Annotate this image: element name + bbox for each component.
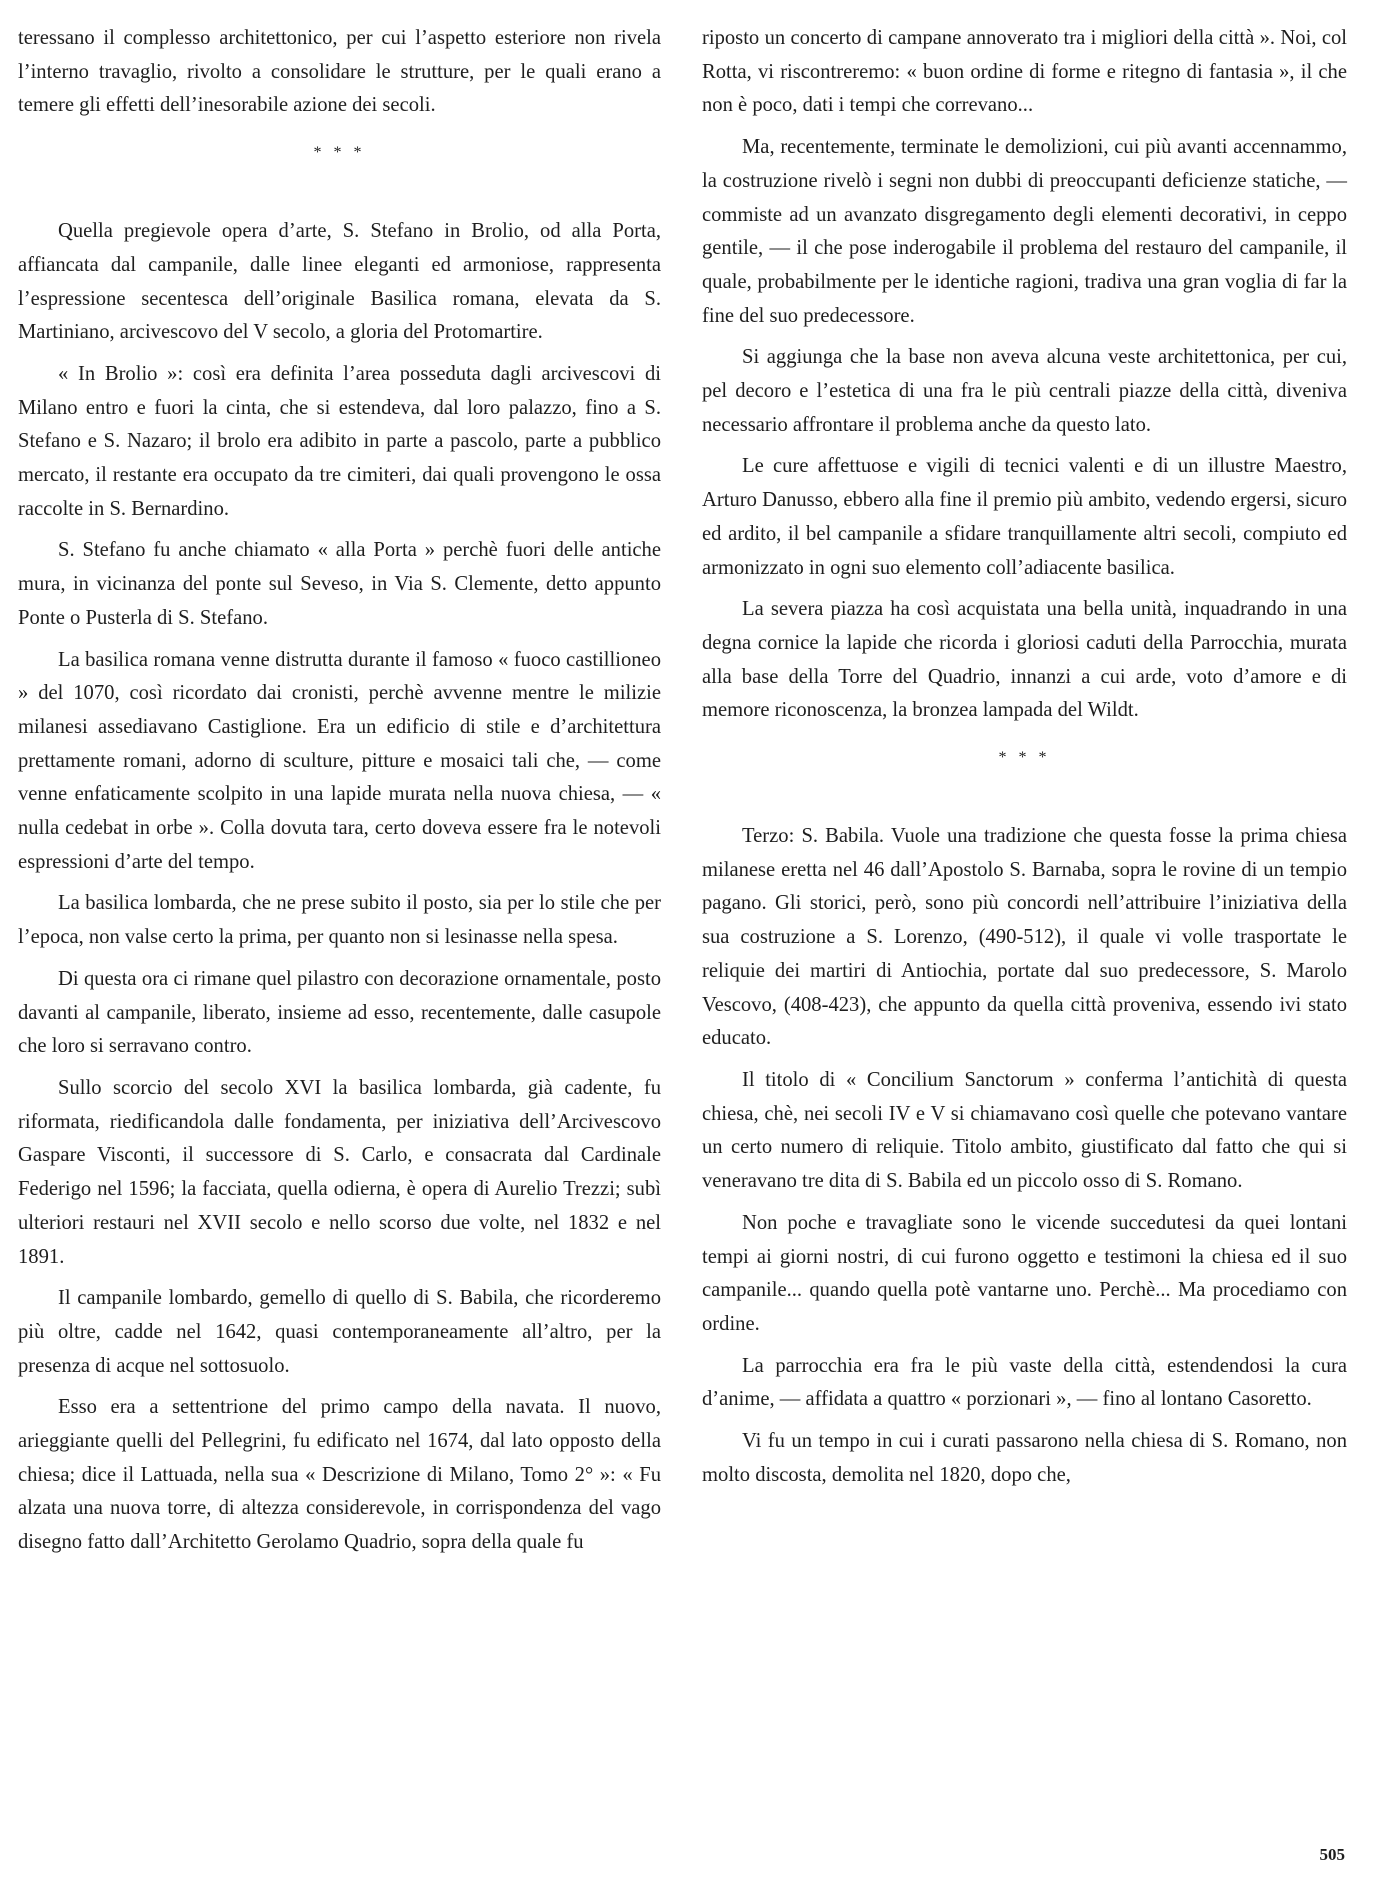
paragraph: Il campanile lombardo, gemello di quello di S. Babila, che ricorderemo più oltre, cadde nel 1642, quasi contemporaneamente all’altro, per la presenza di acque nel sottosuolo.: [18, 1287, 661, 1377]
section-separator: * * *: [313, 144, 366, 162]
right-column: [702, 22, 1347, 1500]
paragraph: Sullo scorcio del secolo XVI la basilica lombarda, già cadente, fu riformata, riedificandola dalle fondamenta, per iniziativa dell’Arcivescovo Gaspare Visconti, il successore di S. Carlo, e consacrata dal Cardinale Federigo nel 1596; la facciata, quella odierna, è opera di Aurelio Trezzi; subì ulteriori restauri nel XVII secolo e nello scorso due volte, nel 1832 e nel 1891.: [18, 1076, 661, 1268]
paragraph: Le cure affettuose e vigili di tecnici valenti e di un illustre Maestro, Arturo Danusso, ebbero alla fine il premio più ambito, vedendo ergersi, sicuro ed ardito, il bel campanile a sfidare tranquillamente altri secoli, compiuto ed armonizzato in ogni suo elemento coll’adiacente basilica.: [702, 455, 1347, 579]
section-separator: * * *: [998, 749, 1051, 767]
paragraph: Esso era a settentrione del primo campo della navata. Il nuovo, arieggiante quelli del Pellegrini, fu edificato nel 1674, dal lato opposto della chiesa; dice il Lattuada, nella sua « Descrizione di Milano, Tomo 2° »: « Fu alzata una nuova torre, di altezza considerevole, in corrispondenza del vago disegno fatto dall’Architetto Gerolamo Quadrio, sopra della quale fu: [18, 1396, 661, 1554]
paragraph: S. Stefano fu anche chiamato « alla Porta » perchè fuori delle antiche mura, in vicinanza del ponte sul Seveso, in Via S. Clemente, detto appunto Ponte o Pusterla di S. Stefano.: [18, 539, 661, 629]
paragraph: La basilica lombarda, che ne prese subito il posto, sia per lo stile che per l’epoca, non valse certo la prima, per quanto non si lesinasse nella spesa.: [18, 892, 661, 949]
paragraph: Ma, recentemente, terminate le demolizioni, cui più avanti accennammo, la costruzione rivelò i segni non dubbi di preoccupanti deficienze statiche, — commiste ad un avanzato disgregamento degli elementi decorativi, in ceppo gentile, — il che pose inderogabile il problema del restauro del campanile, il quale, probabilmente per le identiche ragioni, tradiva una gran voglia di far la fine del suo predecessore.: [702, 136, 1347, 327]
paragraph: Il titolo di « Concilium Sanctorum » conferma l’antichità di questa chiesa, chè, nei secoli IV e V si chiamavano così quelle che potevano vantare un certo numero di reliquie. Titolo ambito, giustificato dal fatto che qui si veneravano tre dita di S. Babila ed un piccolo osso di S. Romano.: [702, 1068, 1347, 1193]
page-number: 505: [1319, 1845, 1345, 1864]
paragraph: Terzo: S. Babila. Vuole una tradizione che questa fosse la prima chiesa milanese eretta nel 46 dall’Apostolo S. Barnaba, sopra le rovine di un tempio pagano. Gli storici, però, sono più concordi nell’attribuire l’iniziativa della sua costruzione a S. Lorenzo, (490-512), il quale vi volle trasportate le reliquie dei martiri di Antiochia, portate dal suo predecessore, S. Marolo Vescovo, (408-423), che appunto da quella città proveniva, essendo ivi stato educato.: [702, 825, 1347, 1050]
paragraph: La severa piazza ha così acquistata una bella unità, inquadrando in una degna cornice la lapide che ricorda i gloriosi caduti della Parrocchia, murata alla base della Torre del Quadrio, innanzi a cui arde, voto d’amore e di memore riconoscenza, la bronzea lampada del Wildt.: [702, 598, 1347, 722]
paragraph: teressano il complesso architettonico, per cui l’aspetto esteriore non rivela l’interno travaglio, rivolto a consolidare le strutture, per le quali erano a temere gli effetti dell’inesorabile azione dei secoli.: [18, 27, 661, 117]
paragraph: riposto un concerto di campane annoverato tra i migliori della città ». Noi, col Rotta, vi riscontreremo: « buon ordine di forme e ritegno di fantasia », il che non è poco, dati i tempi che correvano...: [702, 27, 1347, 117]
paragraph: La basilica romana venne distrutta durante il famoso « fuoco castillioneo » del 1070, così ricordato dai cronisti, perchè avvenne mentre le milizie milanesi assediavano Castiglione. Era un edificio di stile e d’architettura prettamente romani, adorno di sculture, pitture e mosaici tali che, — come venne enfaticamente scolpito in una lapide murata nella nuova chiesa, — « nulla cedebat in orbe ». Colla dovuta tara, certo doveva essere fra le notevoli espressioni d’arte del tempo.: [18, 648, 661, 873]
paragraph: La parrocchia era fra le più vaste della città, estendendosi la cura d’anime, — affidata a quattro « porzionari », — fino al lontano Casoretto.: [702, 1354, 1347, 1411]
left-column: [18, 22, 661, 1568]
paragraph: Si aggiunga che la base non aveva alcuna veste architettonica, per cui, pel decoro e l’estetica di una fra le più centrali piazze della città, diveniva necessario affrontare il problema anche da questo lato.: [702, 346, 1347, 436]
paragraph: « In Brolio »: così era definita l’area posseduta dagli arcivescovi di Milano entro e fuori la cinta, che si estendeva, dal loro palazzo, fino a S. Stefano e S. Nazaro; il brolo era adibito in parte a pascolo, parte a pubblico mercato, il restante era occupato da tre cimiteri, dai quali provengono le ossa raccolte in S. Bernardino.: [18, 362, 661, 520]
paragraph: Vi fu un tempo in cui i curati passarono nella chiesa di S. Romano, non molto discosta, demolita nel 1820, dopo che,: [702, 1430, 1347, 1486]
paragraph: Di questa ora ci rimane quel pilastro con decorazione ornamentale, posto davanti al campanile, liberato, insieme ad esso, recentemente, dalle casupole che loro si serravano contro.: [18, 967, 661, 1058]
paragraph: Quella pregievole opera d’arte, S. Stefano in Brolio, od alla Porta, affiancata dal campanile, dalle linee eleganti ed armoniose, rappresenta l’espressione secentesca dell’originale Basilica romana, elevata da S. Martiniano, arcivescovo del V secolo, a gloria del Protomartire.: [18, 220, 661, 344]
paragraph: Non poche e travagliate sono le vicende succedutesi da quei lontani tempi ai giorni nostri, di cui furono oggetto e testimoni la chiesa ed il suo campanile... quando quella potè vantarne uno. Perchè... Ma procediamo con ordine.: [702, 1211, 1347, 1335]
